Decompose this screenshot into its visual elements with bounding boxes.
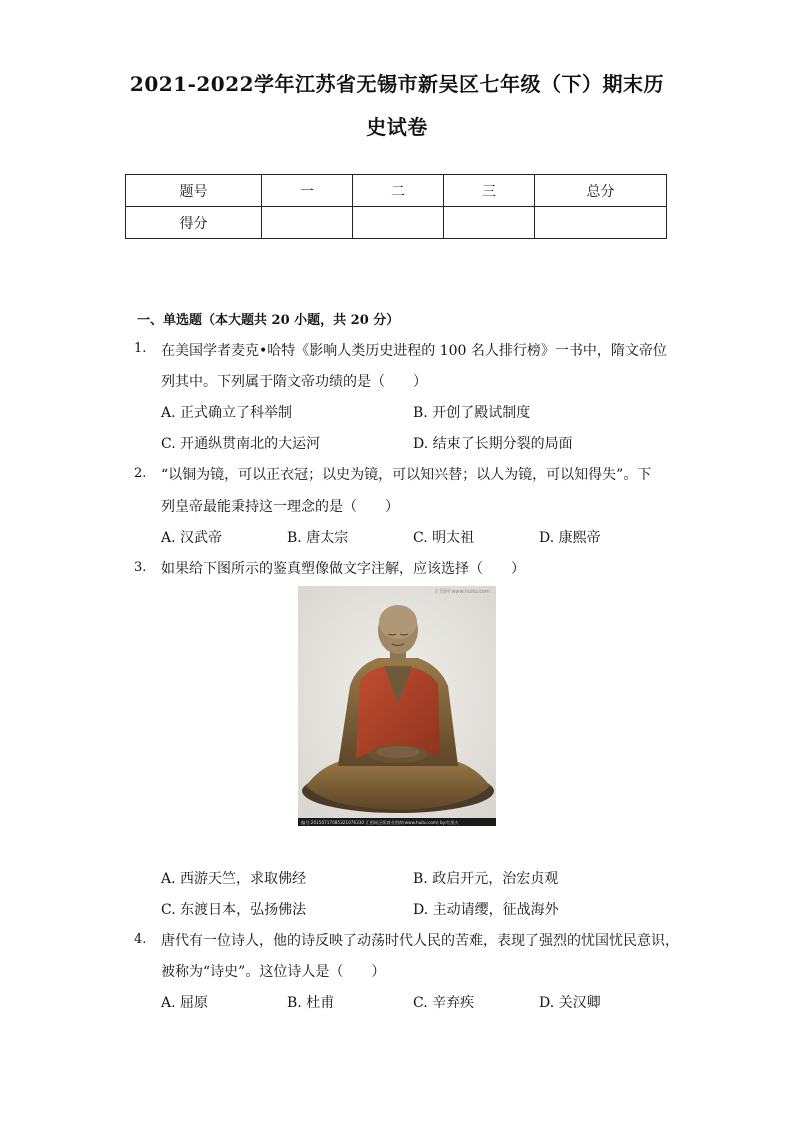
option-d: D. 康熙帝 (539, 530, 601, 546)
score-cell (444, 207, 535, 239)
score-table (125, 174, 667, 239)
jianzhen-statue-photo (298, 586, 496, 826)
option-c: C. 东渡日本，弘扬佛法 (161, 902, 307, 918)
score-header-cell: 题号 (126, 175, 262, 207)
score-row-label: 得分 (126, 207, 262, 239)
option-b: B. 杜甫 (287, 995, 335, 1011)
photo-watermark-top: 汇图网 www.huitu.com (434, 589, 490, 595)
option-d: D. 关汉卿 (539, 995, 601, 1011)
question-number: 2. (134, 466, 147, 481)
option-a: A. 西游天竺，求取佛经 (161, 871, 307, 887)
score-cell (262, 207, 353, 239)
question-stem-line: 列其中。下列属于隋文帝功绩的是（ ） (161, 374, 427, 390)
option-a: A. 屈原 (161, 995, 209, 1011)
score-header-cell: 一 (262, 175, 353, 207)
exam-title-line2: 史试卷 (366, 115, 428, 139)
score-cell (353, 207, 444, 239)
score-table-header-row (126, 175, 667, 207)
score-header-cell: 总分 (535, 175, 667, 207)
question-stem-line: “以铜为镜，可以正衣冠；以史为镜，可以知兴替；以人为镜，可以知得失”。下 (161, 467, 652, 483)
question-stem-line: 唐代有一位诗人，他的诗反映了动荡时代人民的苦难，表现了强烈的忧国忧民意识， (161, 933, 679, 949)
score-header-cell: 二 (353, 175, 444, 207)
question-number: 3. (134, 560, 147, 575)
option-c: C. 辛弃疾 (413, 995, 475, 1011)
option-d: D. 结束了长期分裂的局面 (413, 436, 573, 452)
question-stem-line: 在美国学者麦克•哈特《影响人类历史进程的 100 名人排行榜》一书中，隋文帝位 (161, 343, 667, 359)
score-table-score-row (126, 207, 667, 239)
option-a: A. 汉武帝 (161, 530, 223, 546)
option-d: D. 主动请缨，征战海外 (413, 902, 559, 918)
option-b: B. 唐太宗 (287, 530, 349, 546)
exam-title-line1: 2021-2022学年江苏省无锡市新吴区七年级（下）期末历 (129, 72, 665, 96)
option-c: C. 明太祖 (413, 530, 475, 546)
score-cell (535, 207, 667, 239)
option-a: A. 正式确立了科举制 (161, 405, 293, 421)
section-heading: 一、单选题（本大题共 20 小题，共 20 分） (137, 313, 400, 328)
question-number: 1. (134, 341, 147, 356)
option-b: B. 开创了殿试制度 (413, 405, 531, 421)
question-stem-line: 如果给下图所示的鉴真塑像做文字注解，应该选择（ ） (161, 561, 525, 577)
question-number: 4. (134, 932, 147, 947)
question-stem-line: 列皇帝最能秉持这一理念的是（ ） (161, 499, 399, 515)
option-c: C. 开通纵贯南北的大运河 (161, 436, 321, 452)
photo-watermark-bottom: 编号:20150717085321076330 汇图网正版商业图库(www.huitu.com) by:红黑火 (301, 820, 459, 825)
option-b: B. 政启开元，治宏贞观 (413, 871, 559, 887)
question-stem-line: 被称为“诗史”。这位诗人是（ ） (161, 964, 386, 980)
score-header-cell: 三 (444, 175, 535, 207)
